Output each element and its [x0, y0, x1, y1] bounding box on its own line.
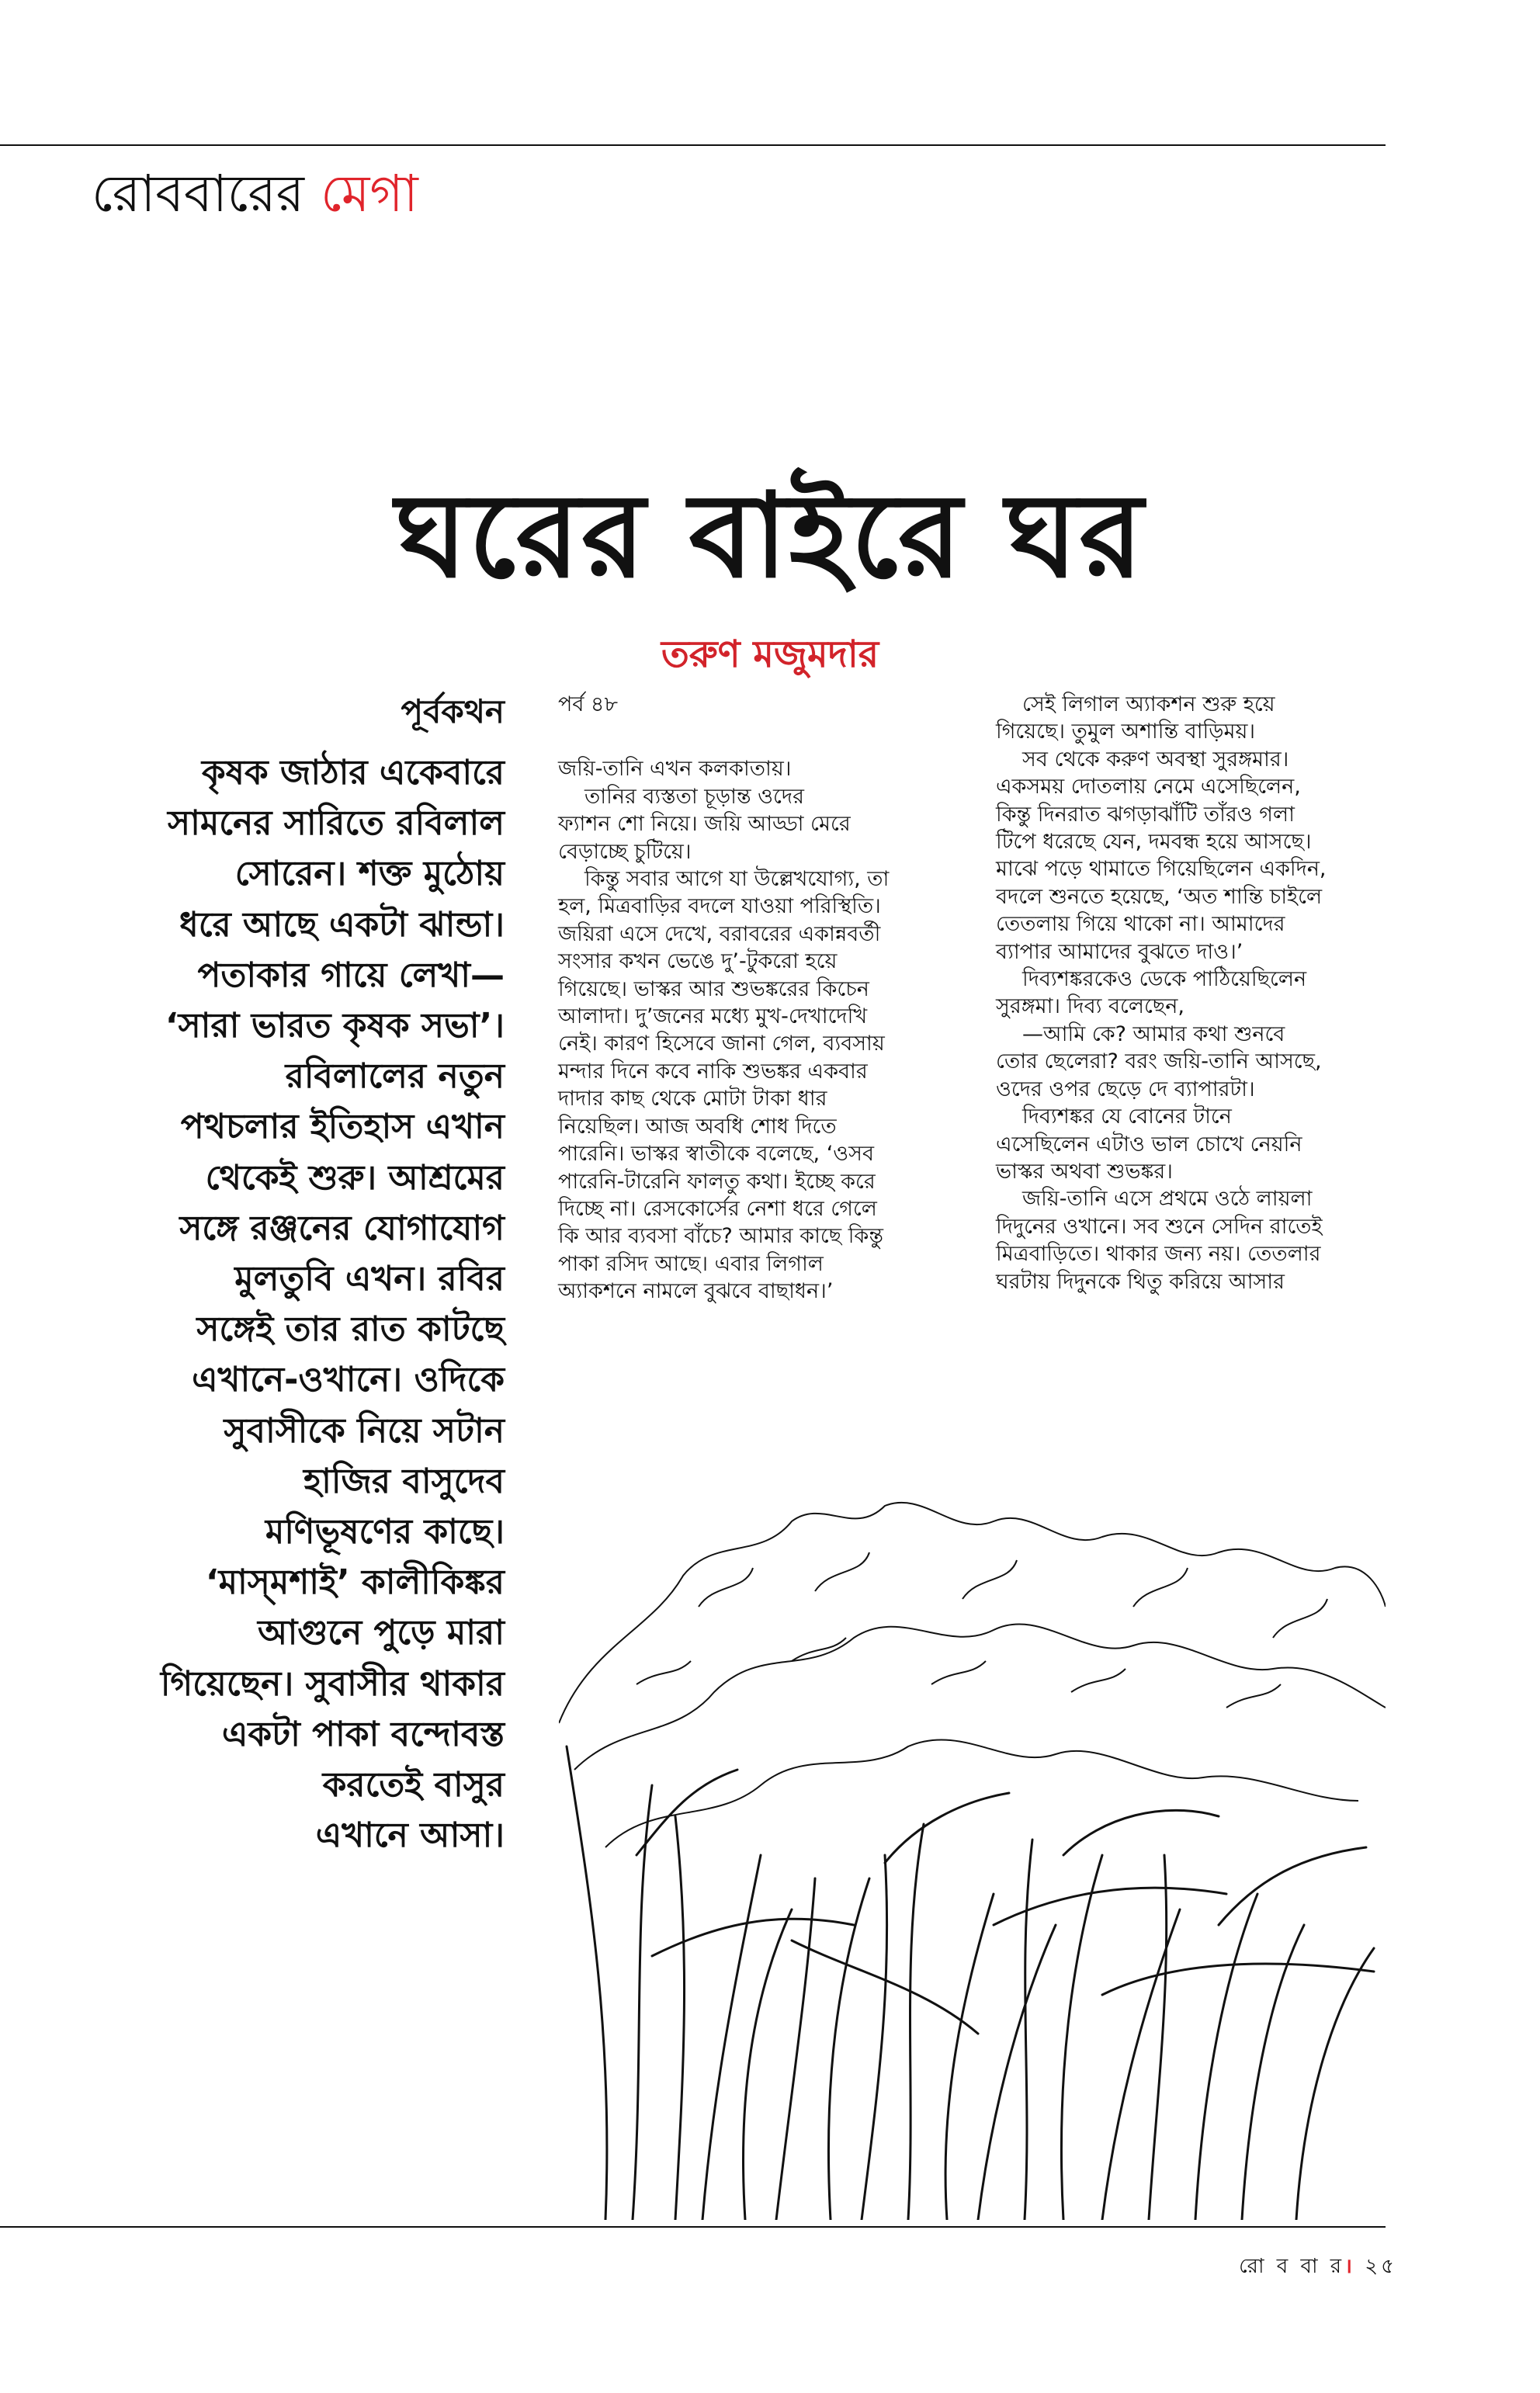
summary-line: সুবাসীকে নিয়ে সটান	[224, 1410, 505, 1451]
summary-lines	[70, 747, 505, 1861]
body-text-line: তানির ব্যস্ততা চূড়ান্ত ওদের	[584, 784, 804, 809]
summary-kicker: পূর্বকথন	[401, 692, 505, 730]
summary-line: আগুনে পুড়ে মারা	[257, 1613, 505, 1653]
summary-line: সঙ্গেই তার রাত কাটছে	[196, 1309, 505, 1350]
summary-line: ‘সারা ভারত কৃষক সভা’।	[165, 1006, 505, 1046]
story-column-2	[996, 691, 1384, 1295]
summary-line: পতাকার গায়ে লেখা—	[197, 955, 505, 995]
body-text-line: ওদের ওপর ছেড়ে দে ব্যাপারটা।	[996, 1077, 1255, 1101]
section-header-prefix: রোববারের	[92, 164, 304, 224]
body-text-line: কি আর ব্যবসা বাঁচে? আমার কাছে কিন্তু	[558, 1224, 883, 1249]
summary-line: সামনের সারিতে রবিলাল	[168, 803, 505, 844]
body-text-line: মন্দার দিনে কবে নাকি শুভঙ্কর একবার	[558, 1059, 868, 1084]
page-folio	[1239, 2251, 1397, 2282]
story-column-1	[558, 691, 981, 1306]
section-header-accent: মেগা	[320, 164, 418, 224]
summary-line: এখানে-ওখানে। ওদিকে	[192, 1360, 505, 1400]
summary-line: থেকেই শুরু। আশ্রমের	[205, 1157, 505, 1198]
body-text-line: সব থেকে করুণ অবস্থা সুরঙ্গমার।	[1022, 747, 1289, 772]
top-rule	[0, 144, 1386, 146]
summary-line: সঙ্গে রঞ্জনের যোগাযোগ	[179, 1208, 505, 1248]
summary-line: মুলতুবি এখন। রবির	[234, 1259, 505, 1299]
story-title: ঘরের বাইরে ঘর	[395, 467, 1145, 604]
summary-line: সোরেন। শক্ত মুঠোয়	[234, 854, 505, 894]
body-text-line: গিয়েছে। ভাস্কর আর শুভঙ্করের কিচেন	[558, 976, 869, 1001]
previous-summary	[70, 687, 505, 1861]
summary-line: পথচলার ইতিহাস এখান	[180, 1107, 505, 1147]
body-text-line: সংসার কখন ভেঙে দু’-টুকরো হয়ে	[558, 949, 838, 974]
section-header	[92, 159, 418, 229]
body-text-line: কিন্তু দিনরাত ঝগড়াঝাঁটি তাঁরও গলা	[996, 802, 1295, 827]
body-text-line: দাদার কাছ থেকে মোটা টাকা ধার	[558, 1087, 827, 1112]
episode-label: পর্ব ৪৮	[558, 692, 618, 716]
body-text-line: জয়ি-তানি এখন কলকাতায়।	[558, 757, 792, 782]
summary-line: হাজির বাসুদেব	[303, 1461, 505, 1501]
body-text-line: পারেনি। ভাস্কর স্বাতীকে বলেছে, ‘ওসব	[558, 1142, 875, 1167]
author-byline: তরুণ মজুমদার	[661, 633, 879, 676]
body-text-line: দিচ্ছে না। রেসকোর্সের নেশা ধরে গেলে	[558, 1196, 877, 1221]
body-text-line: জয়িরা এসে দেখে, বরাবরের একান্নবর্তী	[558, 921, 881, 946]
summary-line: করতেই বাসুর	[322, 1765, 505, 1805]
body-text-line: জয়ি-তানি এসে প্রথমে ওঠে লায়লা	[1022, 1187, 1313, 1212]
body-text-line: কিন্তু সবার আগে যা উল্লেখযোগ্য, তা	[584, 867, 890, 892]
body-text-line: বেড়াচ্ছে চুটিয়ে।	[558, 839, 692, 864]
summary-line: মণিভূষণের কাছে।	[265, 1512, 505, 1552]
body-text-line: একসময় দোতলায় নেমে এসেছিলেন,	[996, 775, 1301, 799]
body-text-line: টিপে ধরেছে যেন, দমবন্ধ হয়ে আসছে।	[996, 830, 1312, 855]
body-text-line: গিয়েছে। তুমুল অশান্তি বাড়িময়।	[996, 720, 1256, 744]
body-text-line: ভাস্কর অথবা শুভঙ্কর।	[996, 1159, 1173, 1184]
summary-line: কৃষক জাঠার একেবারে	[201, 753, 505, 792]
body-text-line: নেই। কারণ হিসেবে জানা গেল, ব্যবসায়	[558, 1032, 885, 1056]
folio-separator: ।	[1344, 2255, 1355, 2278]
summary-line: রবিলালের নতুন	[285, 1056, 505, 1097]
body-text-line: বদলে শুনতে হয়েছে, ‘অত শান্তি চাইলে	[996, 884, 1323, 909]
body-text-line: ব্যাপার আমাদের বুঝতে দাও।’	[996, 939, 1243, 964]
body-text-line: তেতলায় গিয়ে থাকো না। আমাদের	[996, 912, 1285, 937]
body-text-line: পারেনি-টারেনি ফালতু কথা। ইচ্ছে করে	[558, 1169, 876, 1194]
body-text-line: সেই লিগাল অ্যাকশন শুরু হয়ে	[1022, 692, 1275, 716]
body-text-line: দিব্যশঙ্করকেও ডেকে পাঠিয়েছিলেন	[1022, 967, 1307, 992]
summary-line: ‘মাস্‌মশাই’ কালীকিঙ্কর	[205, 1562, 505, 1603]
body-text-line: সুরঙ্গমা। দিব্য বলেছেন,	[996, 994, 1184, 1019]
body-text-line: অ্যাকশনে নামলে বুঝবে বাছাধন।’	[558, 1279, 834, 1304]
column-2-text	[996, 691, 1384, 1295]
body-text-line: দিদুনের ওখানে। সব শুনে সেদিন রাতেই	[996, 1214, 1323, 1239]
body-text-line: ফ্যাশন শো নিয়ে। জয়ি আড্ডা মেরে	[558, 812, 851, 837]
bottom-rule	[0, 2226, 1386, 2228]
body-text-line: ঘরটায় দিদুনকে থিতু করিয়ে আসার	[996, 1269, 1285, 1294]
body-text-line: এসেছিলেন এটাও ভাল চোখে নেয়নি	[996, 1132, 1302, 1157]
forest-trees-illustration-icon	[559, 1490, 1386, 2220]
body-text-line: মাঝে পড়ে থামাতে গিয়েছিলেন একদিন,	[996, 857, 1327, 882]
summary-line: এখানে আসা।	[315, 1816, 505, 1856]
body-text-line: নিয়েছিল। আজ অবধি শোধ দিতে	[558, 1114, 837, 1139]
body-text-line: —আমি কে? আমার কথা শুনবে	[1022, 1021, 1285, 1046]
summary-line: গিয়েছেন। সুবাসীর থাকার	[160, 1663, 505, 1704]
page-number: ২৫	[1365, 2255, 1397, 2278]
body-text-line: তোর ছেলেরা? বরং জয়ি-তানি আসছে,	[996, 1049, 1322, 1074]
body-text-line: পাকা রসিদ আছে। এবার লিগাল	[558, 1251, 824, 1276]
body-text-line: হল, মিত্রবাড়ির বদলে যাওয়া পরিস্থিতি।	[558, 894, 881, 919]
body-text-line: আলাদা। দু’জনের মধ্যে মুখ-দেখাদেখি	[558, 1004, 868, 1029]
folio-magazine-name: রো ব বা র	[1239, 2255, 1345, 2278]
body-text-line: মিত্রবাড়িতে। থাকার জন্য নয়। তেতলার	[996, 1242, 1321, 1267]
body-text-line: দিব্যশঙ্কর যে বোনের টানে	[1022, 1105, 1232, 1129]
summary-line: একটা পাকা বন্দোবস্ত	[221, 1714, 505, 1754]
summary-line: ধরে আছে একটা ঝান্ডা।	[179, 904, 505, 945]
column-1-text	[558, 755, 981, 1305]
